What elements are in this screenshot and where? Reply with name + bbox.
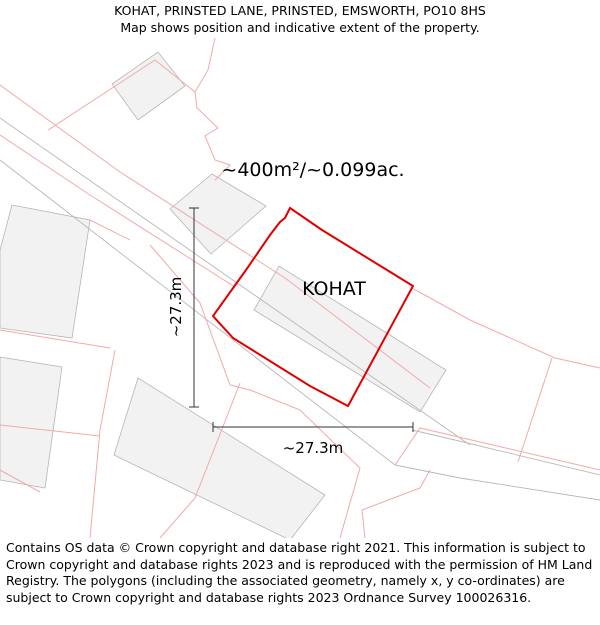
map-header bbox=[0, 0, 600, 36]
building bbox=[0, 357, 62, 488]
attribution-text: Contains OS data © Crown copyright and database right 2021. This information is subject to Crown copyright and database rights 2023 and is reproduced with the permission of HM Land Registry. The polygons (including the associated geometry, namely x, y co-ordinates) are subject to Crown copyright and database rights 2023 Ordnance Survey 100026316. bbox=[6, 540, 593, 605]
building bbox=[170, 174, 266, 254]
buildings bbox=[0, 52, 446, 538]
building bbox=[114, 378, 325, 538]
vertical-dimension-label: ~27.3m bbox=[167, 276, 185, 338]
building bbox=[112, 52, 185, 120]
building bbox=[0, 205, 90, 338]
horizontal-dimension-line bbox=[213, 422, 413, 432]
property-map[interactable] bbox=[0, 38, 600, 538]
horizontal-dimension-label: ~27.3m bbox=[282, 439, 344, 457]
map-subtitle: Map shows position and indicative extent of the property. bbox=[120, 20, 480, 35]
map-title: KOHAT, PRINSTED LANE, PRINSTED, EMSWORTH, PO10 8HS bbox=[114, 3, 486, 18]
property-label: KOHAT bbox=[302, 278, 366, 300]
area-label: ~400m²/~0.099ac. bbox=[221, 159, 405, 181]
